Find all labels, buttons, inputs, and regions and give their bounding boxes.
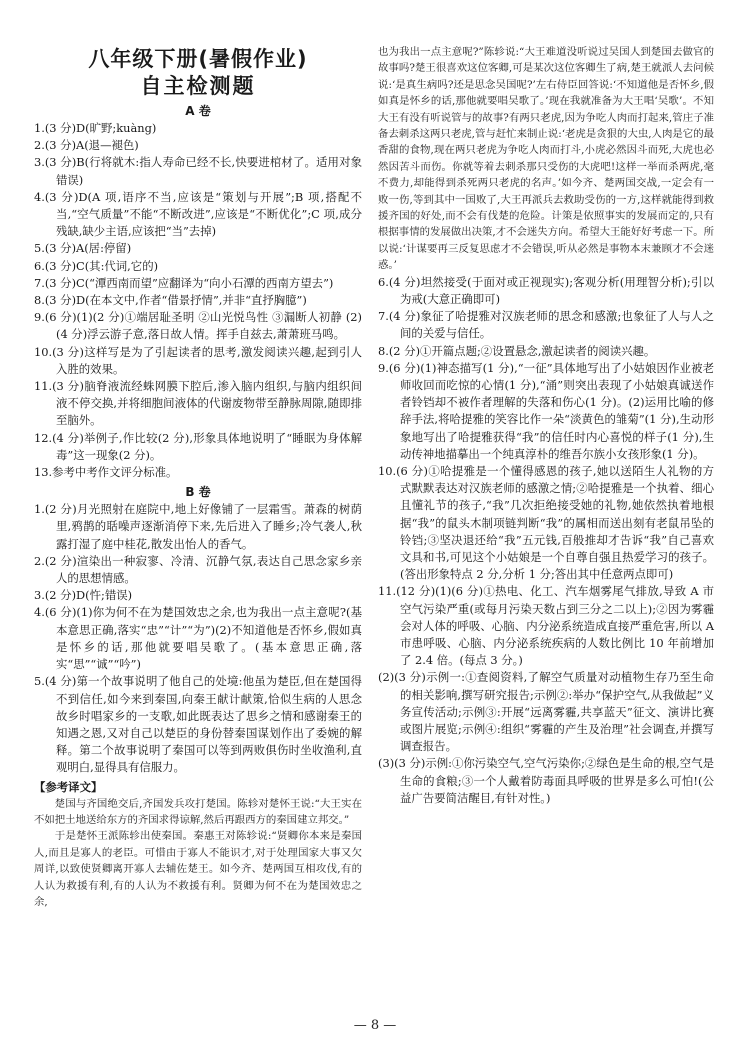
answer-item: 2.(2 分)渲染出一种寂寥、冷清、沉静气氛,表达自己思念家乡亲人的思想情感。 (34, 553, 362, 586)
answer-item: 2.(3 分)A(退—褪色) (34, 138, 139, 153)
answer-item: 4.(3 分)D(A 项,语序不当,应该是“策划与开展”;B 项,搭配不当,“空气质量”不能“不断改进”,应该是“不断优化”;C 项,成分残缺,缺少主语,应该把“当”去掉) (34, 189, 362, 239)
page-subtitle: 自主检测题 (140, 74, 256, 98)
answer-item: 9.(6 分)(1)神态描写(1 分),“一征”具体地写出了小姑娘因作业被老师收回而吃惊的心情(1 分),“涌”则突出表现了小姑娘真诚送作者铃铛却不被作者理解的失落和伤心(1 分)。(2)运用比喻的修辞手法,将哈提雅的笑容比作一朵“淡黄色的雏菊”(1 分),生动形象地写出了哈提雅获得“我”的信任时内心喜悦的样子(1 分),生动传神地描摹出一个纯真淳朴的维吾尔族小女孩形象(1 分)。 (378, 360, 714, 461)
answer-item: 8.(2 分)①开篇点题;②设置悬念,激起读者的阅读兴趣。 (378, 343, 656, 358)
answer-item: 3.(3 分)B(行将就木:指人寿命已经不长,快要进棺材了。适用对象错误) (34, 155, 362, 187)
volume-a-answers (34, 120, 362, 481)
answer-item: 10.(3 分)这样写是为了引起读者的思考,激发阅读兴趣,起到引人入胜的效果。 (34, 344, 362, 376)
right-column (378, 44, 714, 807)
translation-text: 于是楚怀王派陈轸出使秦国。秦惠王对陈轸说:“贤卿你本来是秦国人,而且是寡人的老臣。可惜由于寡人不能识才,对于处理国家大事又欠周详,以致使贤卿离开寡人去辅佐楚王。如今齐、楚两国互相攻伐,有的人认为救援有利,有的人认为不救援有利。贤卿为何不在为楚国效忠之余, (34, 830, 362, 908)
page-number: — 8 — (353, 1018, 397, 1033)
answer-item: 8.(3 分)D(在本文中,作者“借景抒情”,并非“直抒胸臆”) (34, 293, 307, 308)
answer-item: 11.(12 分)(1)(6 分)①热电、化工、汽车烟雾尾气排放,导致 A 市空气污染严重(或每月污染天数占到三分之二以上);②因为雾霾会对人体的呼吸、心脑、内分泌系统造成直接严重危害,所以 A 市患呼吸、心脑、内分泌系统疾病的人数比例比 10 年前增加了 2.4 倍。(每点 3 分。) (378, 584, 714, 668)
answer-item: 1.(3 分)D(旷野;kuàng) (34, 121, 157, 135)
translation-paragraph-start (34, 828, 362, 910)
volume-b-answers (34, 501, 362, 776)
volume-b-heading: B 卷 (185, 485, 211, 500)
answer-item: (3)(3 分)示例:①你污染空气,空气污染你;②绿色是生命的根,空气是生命的食粮;③一个人戴着防毒面具呼吸的世界是多么可怕!(公益广告要简洁醒目,有针对性。) (378, 756, 714, 805)
answer-item: 4.(6 分)(1)你为何不在为楚国效忠之余,也为我出一点主意呢?(基本意思正确,落实“忠”“计”“为”)(2)不知道他是否怀乡,假如真是怀乡的话,那他就要唱吴歌了。(基本意思正确,落实“思”“诚”“吟”) (34, 605, 362, 672)
translation-paragraph: 楚国与齐国绝交后,齐国发兵攻打楚国。陈轸对楚怀王说:“大王实在不如把土地送给东方的齐国求得谅解,然后再跟西方的秦国建立邦交。” (34, 797, 362, 826)
answer-item: 5.(4 分)第一个故事说明了他自己的处境:他虽为楚臣,但在楚国得不到信任,如今来到秦国,向秦王献计献策,恰似生病的人思念故乡时唱家乡的一支歌,如此既表达了思乡之情和感谢秦王的知遇之恩,又对自己以楚臣的身份替秦国谋划作出了委婉的解释。第二个故事说明了秦国可以等到两败俱伤时坐收渔利,直观明白,显得具有信服力。 (34, 674, 362, 775)
page-title: 八年级下册(暑假作业) (88, 47, 308, 71)
answer-item: 7.(3 分)C(“潭西南而望”应翻译为“向小石潭的西南方望去”) (34, 275, 334, 290)
translation-continuation: 也为我出一点主意呢?”陈轸说:“大王难道没听说过吴国人到楚国去做官的故事吗?楚王很喜欢这位客卿,可是某次这位客卿生了病,楚王就派人去问候说:‘是真生病吗?还是思念吴国呢?’左右侍臣回答说:‘不知道他是否怀乡,假如真是怀乡的话,那他就要唱吴歌了。’现在我就准备为大王唱‘吴歌’。不知大王有没有听说管与的故事?有两只老虎,因为争吃人肉而打起来,管庄子准备去刺杀这两只老虎,管与赶忙来制止说:‘老虎是贪狠的大虫,人肉是它的最香甜的食物,现在两只老虎为争吃人肉而打斗,小虎必然因斗而死,大虎也必然因苦斗而伤。你就等着去刺杀那只受伤的大虎吧!这样一举而杀两虎,毫不费力,却能得到杀死两只老虎的名声。’如今齐、楚两国交战,一定会有一败一伤,等到其中一国败了,大王再派兵去救助受伤的一方,这样就能得到救援齐国的好处,而不会有伐楚的危险。计策是依照事实的发展而定的,只有根据事情的发展做出决策,才不会迷失方向。希望大王能好好考虑一下。所以说:‘计谋要再三反复思虑才不会错误,听从必然是事物本末兼顾才不会迷惑。’ (378, 46, 714, 272)
answer-item: 12.(4 分)举例子,作比较(2 分),形象具体地说明了“睡眠为身体解毒”这一现象(2 分)。 (34, 430, 362, 462)
answer-item: 6.(4 分)坦然接受(于面对或正视现实);客观分析(用理智分析);引以为戒(大意正确即可) (378, 274, 714, 306)
answer-item: 10.(6 分)①哈提雅是一个懂得感恩的孩子,她以送陌生人礼物的方式默默表达对汉族老师的感激之情;②哈提雅是一个执着、细心且懂礼节的孩子,“我”几次拒绝接受她的礼物,她依然执着地根据“我”的鼠头木制项链判断“我”的属相而送出刻有老鼠吊坠的铃铛;③坚决退还给“我”五元钱,百般推却才告诉“我”自己喜欢文具和书,可见这个小姑娘是一个自尊自强且热爱学习的孩子。(答出形象特点 2 分,分析 1 分;答出其中任意两点即可) (378, 463, 714, 582)
answer-item: 11.(3 分)脑脊液流经蛛网膜下腔后,渗入脑内组织,与脑内组织间液不停交换,并将细胞间液体的代谢废物带至静脉周隙,随即排至脑外。 (34, 379, 362, 428)
translation-heading: 【参考译文】 (34, 779, 103, 794)
answer-item: (2)(3 分)示例一:①查阅资料,了解空气质量对动植物生存乃至生命的相关影响,撰写研究报告;示例②:举办“保护空气,从我做起”义务宣传活动;示例③:开展“远离雾霾,共享蓝天”征文、演讲比赛或图片展览;示例④:组织“雾霾的产生及治理”社会调查,并撰写调查报告。 (378, 670, 714, 754)
answer-item: 3.(2 分)D(忤;错误) (34, 588, 133, 603)
answer-item: 6.(3 分)C(其:代词,它的) (34, 258, 159, 273)
answer-item: 7.(4 分)象征了哈提雅对汉族老师的思念和感激;也象征了人与人之间的关爱与信任。 (378, 309, 714, 341)
answer-item: 5.(3 分)A(居:停留) (34, 241, 132, 256)
volume-a-heading: A 卷 (185, 104, 211, 118)
answer-item: 9.(6 分)(1)(2 分)①端居耻圣明 ②山光悦鸟性 ③漏断人初静 (2)(4 分)浮云游子意,落日故人情。挥手自兹去,萧萧班马鸣。 (34, 310, 362, 342)
answer-item: 13.参考中考作文评分标准。 (34, 465, 178, 480)
answer-item: 1.(2 分)月光照射在庭院中,地上好像铺了一层霜雪。萧森的树荫里,鸦鹊的聒噪声逐渐消停下来,先后进入了睡乡;冷气袭人,秋露打湿了庭中桂花,散发出怡人的香气。 (34, 502, 362, 551)
left-column (34, 46, 362, 910)
